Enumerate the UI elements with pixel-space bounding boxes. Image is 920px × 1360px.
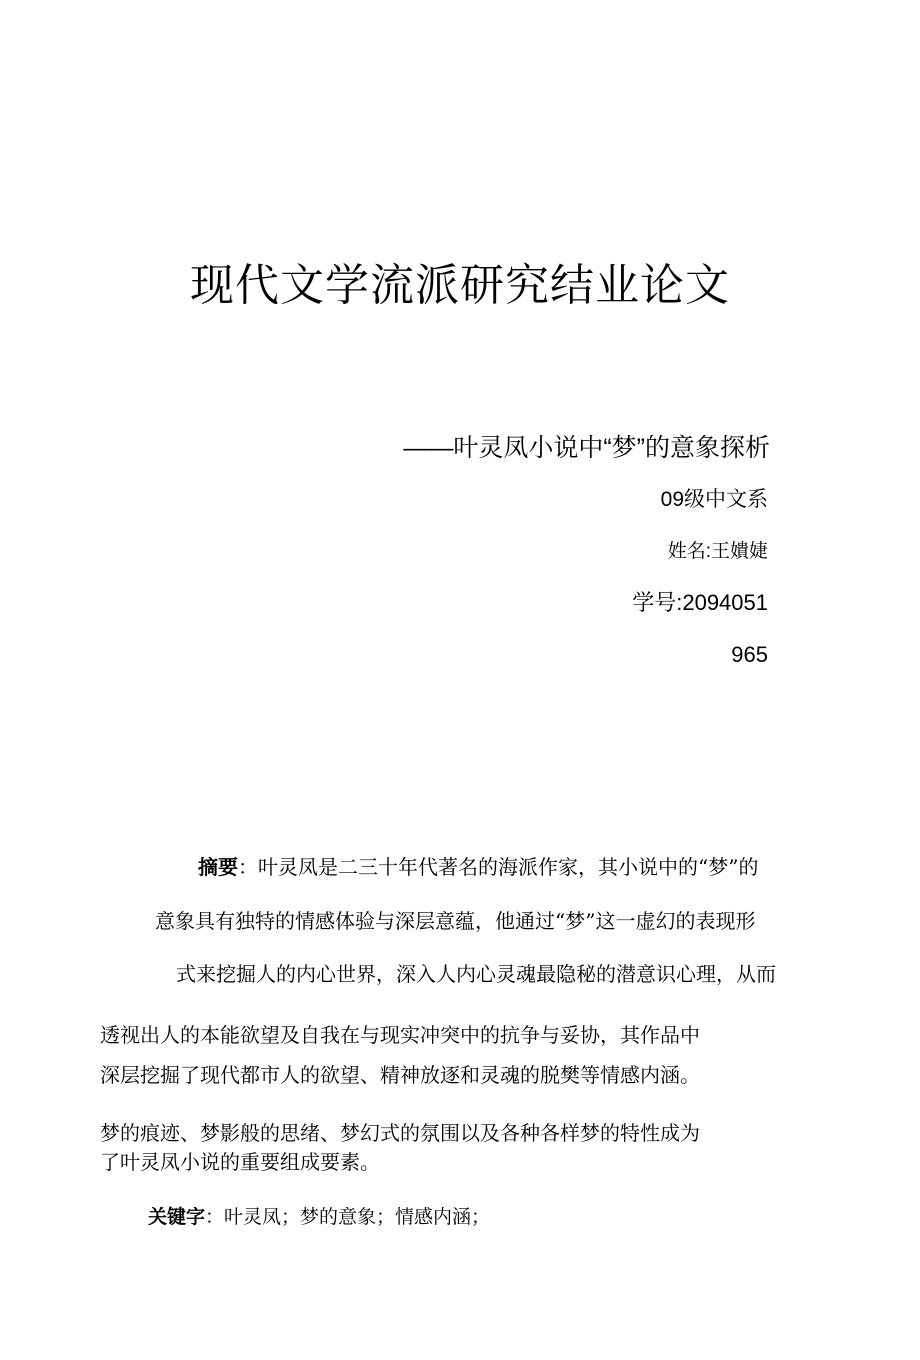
abstract-line-5: 深层挖掘了现代都市人的欲望、精神放逐和灵魂的脱樊等情感内涵。 bbox=[100, 1063, 700, 1087]
abstract-line-4: 透视出人的本能欲望及自我在与现实冲突中的抗争与妥协，其作品中 bbox=[100, 1023, 700, 1047]
keywords-line bbox=[148, 1202, 490, 1233]
abstract-line-1 bbox=[198, 852, 758, 883]
abstract-line-7: 了叶灵凤小说的重要组成要素。 bbox=[100, 1150, 380, 1174]
abstract-label: 摘要 bbox=[198, 857, 238, 879]
subtitle: ——叶灵凤小说中“梦”的意象探析 bbox=[403, 434, 770, 462]
keywords-colon: ： bbox=[205, 1206, 225, 1228]
department: 09级中文系 bbox=[660, 488, 768, 511]
abstract-line-3: 式来挖掘人的内心世界，深入人内心灵魂最隐秘的潜意识心理，从而 bbox=[176, 962, 776, 986]
keywords-text: 叶灵凤；梦的意象；情感内涵； bbox=[224, 1206, 491, 1228]
student-id-line1: 学号:2094051 bbox=[632, 590, 768, 615]
student-name: 姓名:王嬇婕 bbox=[667, 541, 768, 562]
abstract-text: 叶灵凤是二三十年代著名的海派作家，其小说中的“梦”的 bbox=[258, 855, 759, 879]
keywords-label: 关键字 bbox=[148, 1207, 206, 1228]
title: 现代文学流派研究结业论文 bbox=[190, 261, 730, 310]
student-id-line2: 965 bbox=[731, 642, 768, 667]
abstract-colon: ： bbox=[238, 855, 258, 879]
abstract-line-2: 意象具有独特的情感体验与深层意蕴，他通过“梦”这一虚幻的表现形 bbox=[155, 909, 756, 933]
abstract-line-6: 梦的痕迹、梦影般的思绪、梦幻式的氛围以及各种各样梦的特性成为 bbox=[100, 1121, 700, 1145]
